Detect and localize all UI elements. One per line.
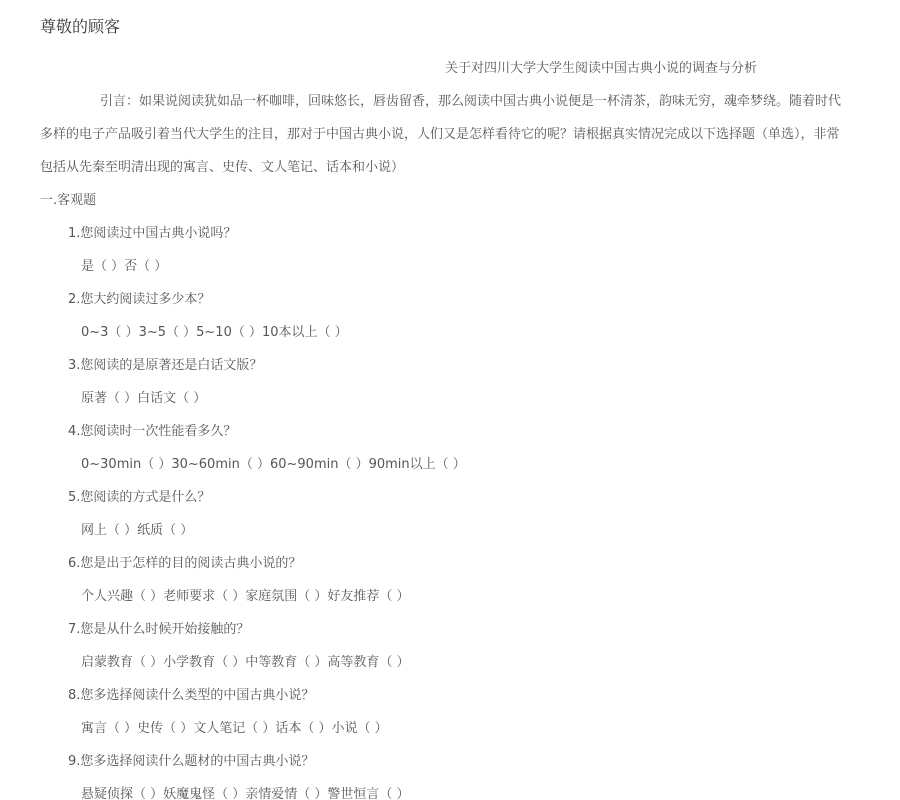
question-8-options: 寓言（ ）史传（ ）文人笔记（ ）话本（ ）小说（ ） [81,721,388,736]
question-6-options: 个人兴趣（ ）老师要求（ ）家庭氛围（ ）好友推荐（ ） [81,589,410,604]
question-9-options: 悬疑侦探（ ）妖魔鬼怪（ ）亲情爱情（ ）警世恒言（ ） [81,787,410,800]
question-8: 8.您多选择阅读什么类型的中国古典小说？ [68,688,315,703]
intro-line-1: 引言：如果说阅读犹如品一杯咖啡，回味悠长，唇齿留香，那么阅读中国古典小说便是一杯清茶，韵味无穷，魂牵梦绕。随着时代 [100,94,842,109]
question-5-options: 网上（ ）纸质（ ） [81,523,194,538]
question-4: 4.您阅读时一次性能看多久？ [68,424,237,439]
question-9: 9.您多选择阅读什么题材的中国古典小说？ [68,754,315,769]
question-5: 5.您阅读的方式是什么？ [68,490,211,505]
question-3-options: 原著（ ）白话文（ ） [81,391,207,406]
question-7-options: 启蒙教育（ ）小学教育（ ）中等教育（ ）高等教育（ ） [81,655,410,670]
greeting-heading: 尊敬的顾客 [40,17,121,36]
intro-line-2: 多样的电子产品吸引着当代大学生的注目，那对于中国古典小说，人们又是怎样看待它的呢？请根据真实情况完成以下选择题（单选），非常 [40,127,840,142]
question-1-options: 是（ ）否（ ） [81,259,168,274]
question-2-options: 0~3（ ）3~5（ ）5~10（ ）10本以上（ ） [81,325,348,340]
section-heading: 一.客观题 [40,193,97,208]
question-1: 1.您阅读过中国古典小说吗？ [68,226,237,241]
intro-line-3: 包括从先秦至明清出现的寓言、史传、文人笔记、话本和小说） [40,160,405,175]
question-3: 3.您阅读的是原著还是白话文版？ [68,358,263,373]
question-6: 6.您是出于怎样的目的阅读古典小说的？ [68,556,302,571]
question-4-options: 0~30min（ ）30~60min（ ）60~90min（ ）90min以上（ ） [81,457,466,472]
question-2: 2.您大约阅读过多少本？ [68,292,211,307]
survey-title: 关于对四川大学大学生阅读中国古典小说的调查与分析 [445,61,758,76]
question-7: 7.您是从什么时候开始接触的？ [68,622,250,637]
